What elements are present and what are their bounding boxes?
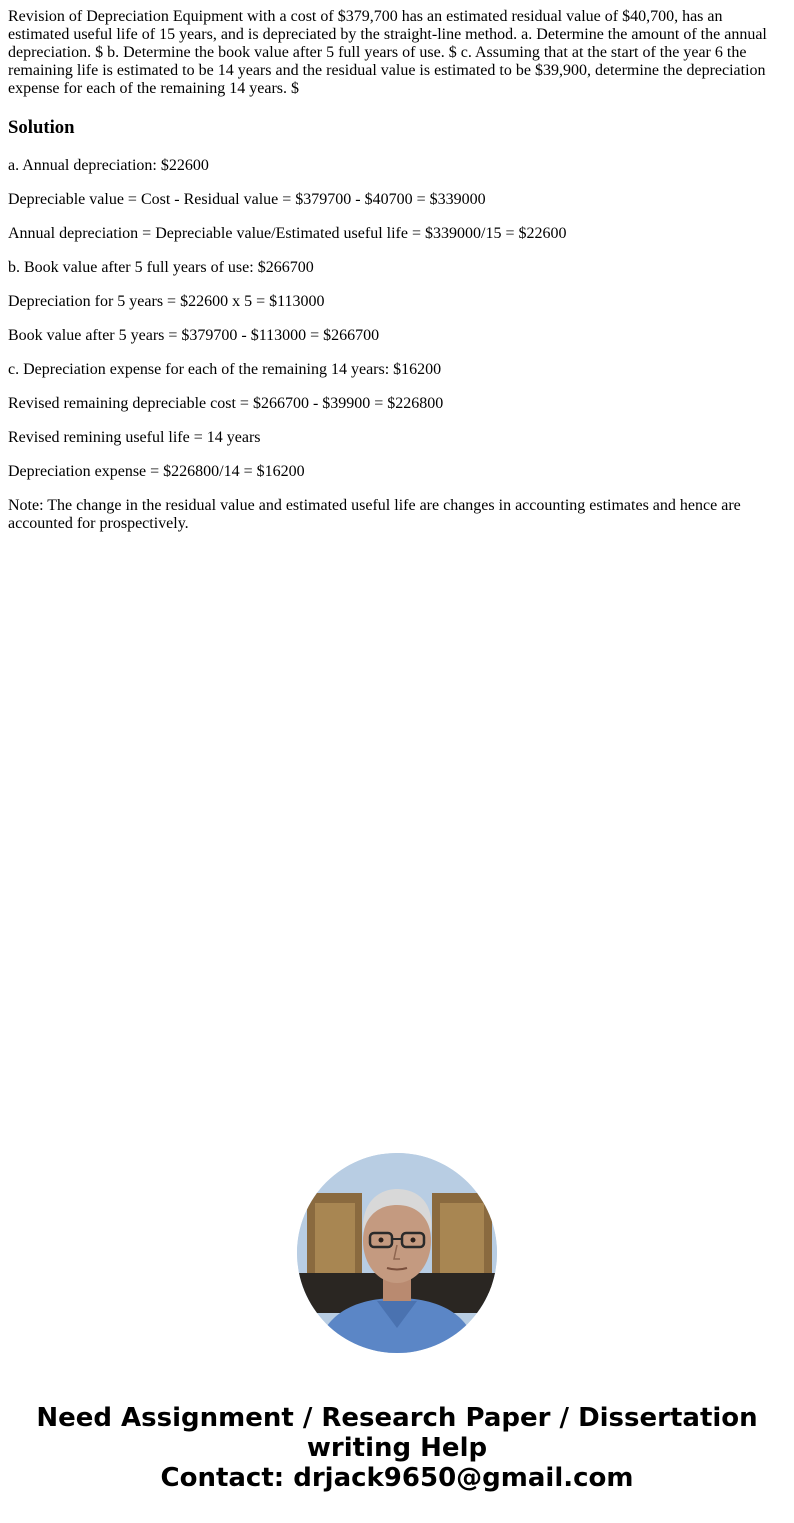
solution-line-depreciable-value: Depreciable value = Cost - Residual value = $379700 - $40700 = $339000 <box>8 191 486 208</box>
promo-banner <box>0 1403 794 1493</box>
solution-line-book-value: Book value after 5 years = $379700 - $113000 = $266700 <box>8 327 380 344</box>
promo-contact: Contact: drjack9650@gmail.com <box>160 1463 634 1493</box>
solution-heading: Solution <box>8 117 75 138</box>
solution-line-a-answer: a. Annual depreciation: $22600 <box>8 157 209 174</box>
solution-line-depreciation-expense: Depreciation expense = $226800/14 = $16200 <box>8 463 305 480</box>
author-avatar <box>297 1153 497 1353</box>
solution-line-depreciation-5-years: Depreciation for 5 years = $22600 x 5 = $113000 <box>8 293 325 310</box>
main-content <box>8 8 778 533</box>
person-photo-icon <box>297 1153 497 1353</box>
solution-line-note: Note: The change in the residual value and estimated useful life are changes in accounting estimates and hence are accounted for prospectively. <box>8 497 741 532</box>
solution-line-revised-cost: Revised remaining depreciable cost = $266700 - $39900 = $226800 <box>8 395 444 412</box>
promo-line-1: Need Assignment / Research Paper / Dissertation <box>36 1403 758 1433</box>
solution-line-b-answer: b. Book value after 5 full years of use: $266700 <box>8 259 314 276</box>
solution-line-revised-life: Revised remining useful life = 14 years <box>8 429 261 446</box>
question-text: Revision of Depreciation Equipment with a cost of $379,700 has an estimated residual value of $40,700, has an estimated useful life of 15 years, and is depreciated by the straight-line method. a. Determine the amount of the annual depreciation. $ b. Determine the book value after 5 full years of use. $ c. Assuming that at the start of the year 6 the remaining life is estimated to be 14 years and the residual value is estimated to be $39,900, determine the depreciation expense for each of the remaining 14 years. $ <box>8 8 767 97</box>
solution-line-c-answer: c. Depreciation expense for each of the remaining 14 years: $16200 <box>8 361 442 378</box>
solution-line-annual-depreciation: Annual depreciation = Depreciable value/Estimated useful life = $339000/15 = $22600 <box>8 225 567 242</box>
promo-line-2: writing Help <box>306 1433 488 1463</box>
